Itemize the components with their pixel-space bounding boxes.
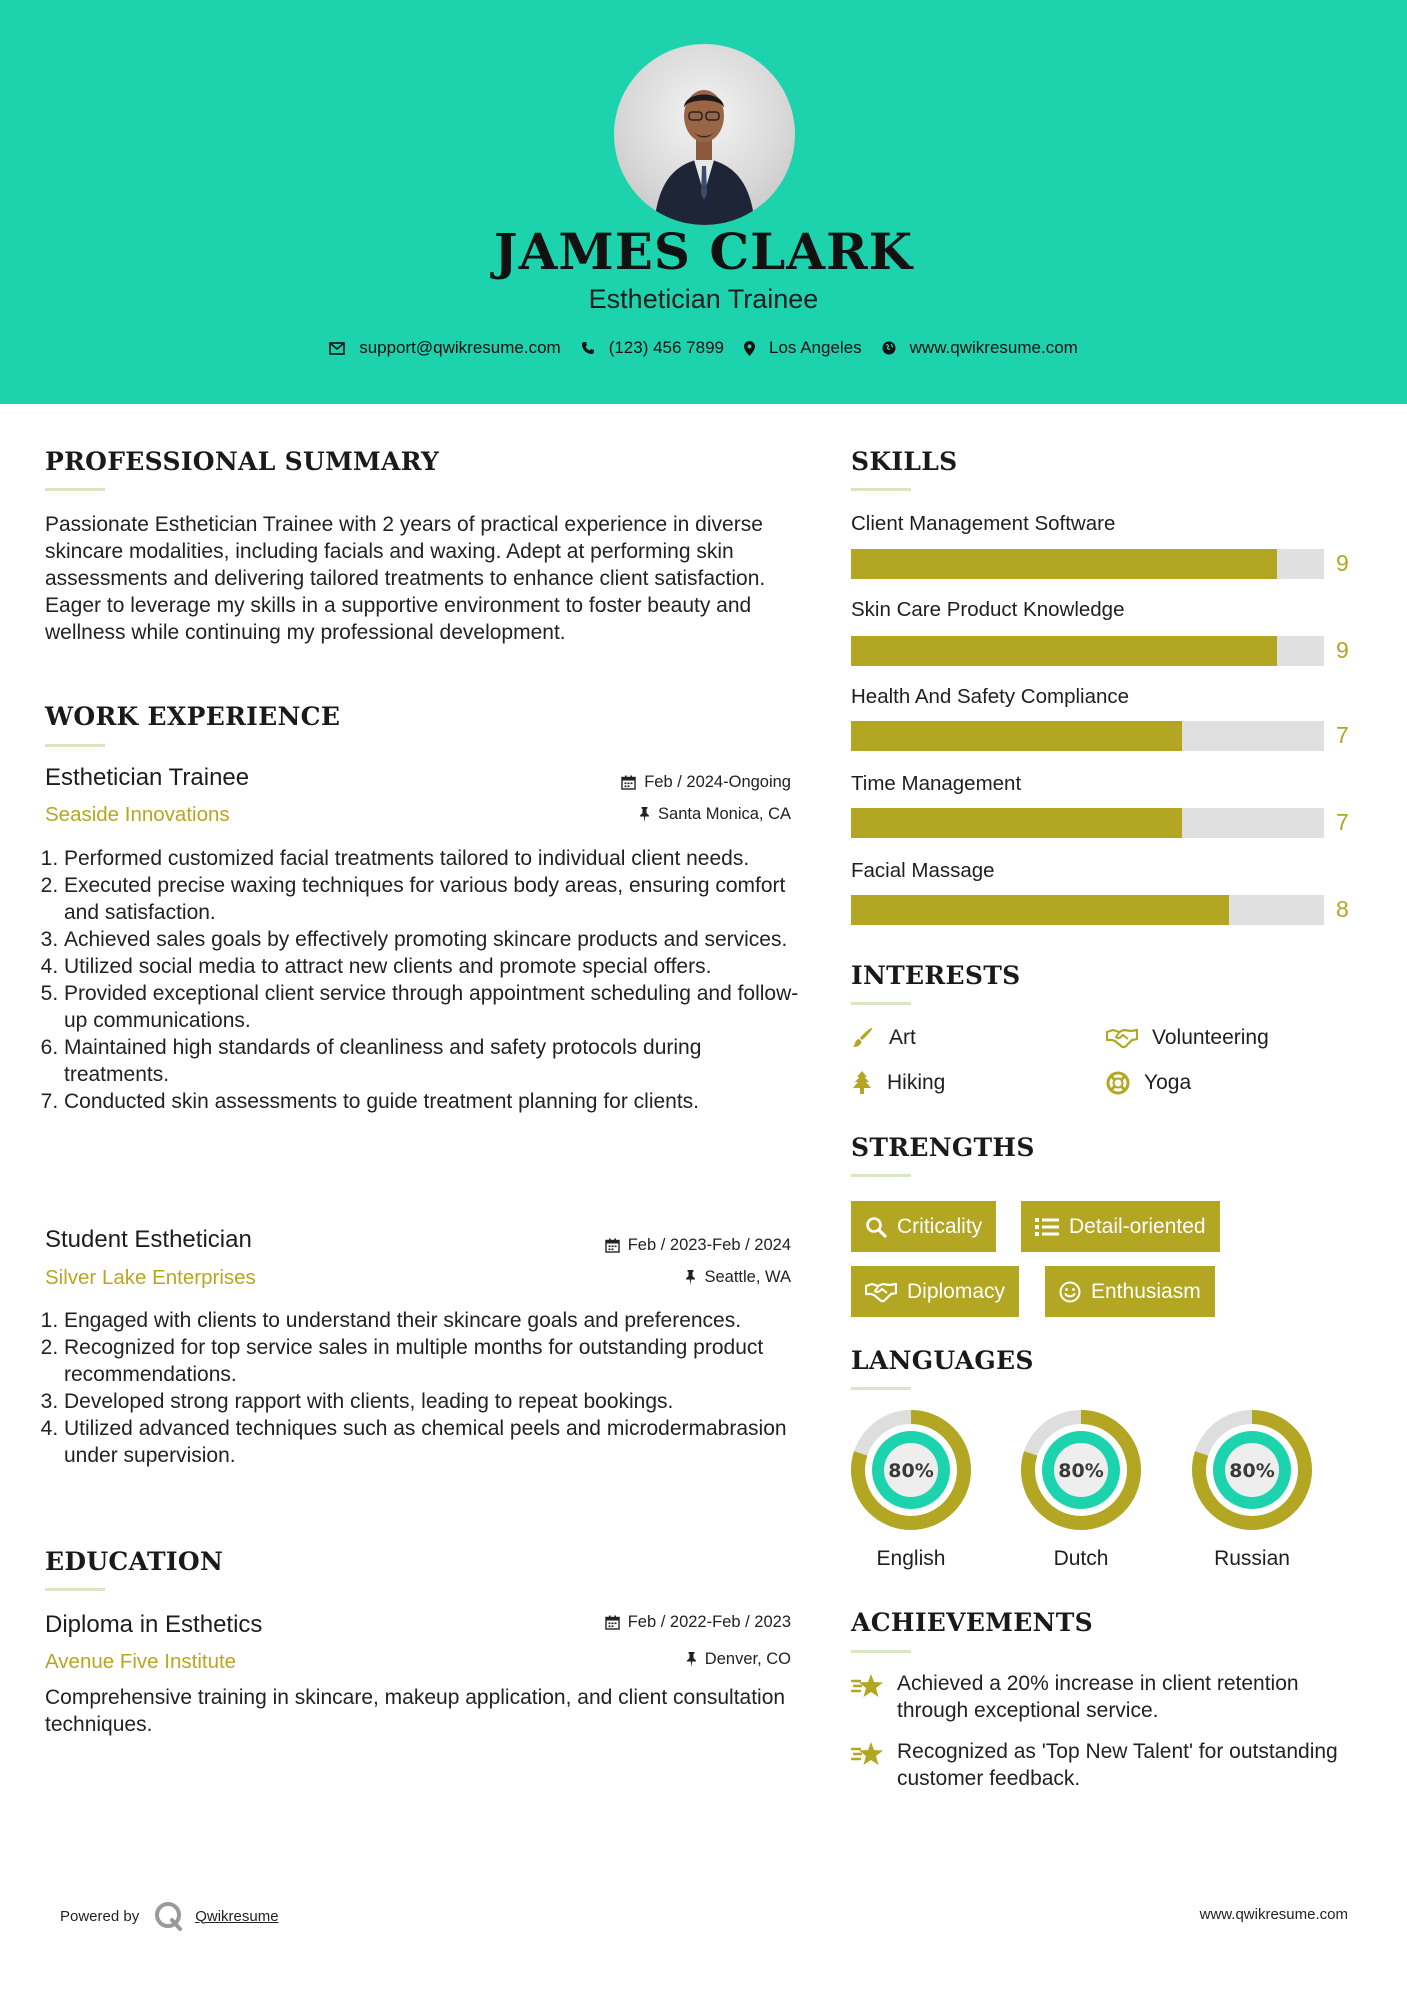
skill-label: Skin Care Product Knowledge xyxy=(851,598,1125,621)
strength-chip xyxy=(851,1201,996,1252)
language-ring-chart xyxy=(1192,1410,1312,1530)
list-item: 2. Recognized for top service sales in multiple months for outstanding product recommendations. xyxy=(64,1334,806,1388)
skill-score: 7 xyxy=(1336,722,1349,748)
ring-percent: 80% xyxy=(888,1460,934,1482)
experience-heading: WORK EXPERIENCE xyxy=(45,702,341,731)
list-item: 5. Provided exceptional client service through appointment scheduling and follow-up communications. xyxy=(64,980,806,1034)
job-location-text: Seattle, WA xyxy=(704,1268,791,1286)
skill-score: 8 xyxy=(1336,896,1349,922)
interests-heading: INTERESTS xyxy=(851,961,1021,990)
profile-photo xyxy=(614,44,795,225)
language-ring-chart xyxy=(851,1410,971,1530)
list-item: 2. Executed precise waxing techniques for various body areas, ensuring comfort and satisfaction. xyxy=(64,872,806,926)
phone-icon xyxy=(581,341,595,355)
languages-heading: LANGUAGES xyxy=(851,1346,1034,1375)
degree-title: Diploma in Esthetics xyxy=(45,1611,263,1638)
contact-website[interactable] xyxy=(882,338,1078,358)
calendar-icon xyxy=(621,775,636,790)
list-item: 3. Developed strong rapport with clients, leading to repeat bookings. xyxy=(64,1388,806,1415)
ring-percent: 80% xyxy=(1058,1460,1104,1482)
footer-powered-by xyxy=(60,1900,279,1932)
language-ring-chart xyxy=(1021,1410,1141,1530)
skills-underline xyxy=(851,488,911,491)
summary-heading: PROFESSIONAL SUMMARY xyxy=(45,447,440,476)
list-item: 3. Achieved sales goals by effectively promoting skincare products and services. xyxy=(64,926,806,953)
language-ring xyxy=(1021,1410,1141,1570)
footer-website[interactable]: www.qwikresume.com xyxy=(1199,1906,1348,1923)
job-bullets xyxy=(36,1307,806,1469)
interest-item xyxy=(851,1071,945,1095)
skill-score: 9 xyxy=(1336,637,1349,663)
skill-label: Time Management xyxy=(851,772,1022,795)
language-ring xyxy=(851,1410,971,1570)
strength-label: Diplomacy xyxy=(907,1279,1006,1303)
interest-item xyxy=(1106,1071,1191,1095)
job-location-text: Santa Monica, CA xyxy=(658,805,791,823)
job-bullets xyxy=(36,845,806,1115)
skill-label: Health And Safety Compliance xyxy=(851,685,1130,708)
achievements-underline xyxy=(851,1650,911,1653)
list-icon xyxy=(1035,1217,1059,1237)
list-item: 1. Performed customized facial treatments tailored to individual client needs. xyxy=(64,845,806,872)
qwikresume-link[interactable]: Qwikresume xyxy=(195,1907,279,1925)
strength-chip xyxy=(851,1266,1019,1317)
trophy-star-icon xyxy=(851,1740,885,1768)
contact-website-text: www.qwikresume.com xyxy=(909,338,1078,357)
handshake-icon xyxy=(1106,1027,1138,1049)
achievements-heading: ACHIEVEMENTS xyxy=(851,1608,1093,1637)
education-heading: EDUCATION xyxy=(45,1547,224,1576)
trophy-star-icon xyxy=(851,1672,885,1700)
strengths-heading: STRENGTHS xyxy=(851,1133,1035,1162)
contact-location-text: Los Angeles xyxy=(769,338,862,357)
pushpin-icon xyxy=(639,807,650,822)
strength-label: Enthusiasm xyxy=(1091,1279,1201,1303)
globe-icon xyxy=(882,341,896,355)
summary-underline xyxy=(45,488,105,491)
contact-phone-text: (123) 456 7899 xyxy=(608,338,725,357)
job-company: Seaside Innovations xyxy=(45,803,230,826)
candidate-name: JAMES CLARK xyxy=(493,222,914,281)
list-item: 6. Maintained high standards of cleanliness and safety protocols during treatments. xyxy=(64,1034,806,1088)
list-item: 7. Conducted skin assessments to guide treatment planning for clients. xyxy=(64,1088,806,1115)
calendar-icon xyxy=(605,1615,620,1630)
skill-bar-fill xyxy=(851,895,1229,925)
skill-bar-fill xyxy=(851,721,1182,751)
school-name: Avenue Five Institute xyxy=(45,1650,237,1673)
interest-label: Volunteering xyxy=(1152,1026,1269,1049)
contact-location xyxy=(744,338,862,358)
list-item: 4. Utilized social media to attract new clients and promote special offers. xyxy=(64,953,806,980)
smile-icon xyxy=(1059,1281,1081,1303)
qwikresume-logo-icon xyxy=(153,1900,185,1932)
person-silhouette-icon xyxy=(614,44,795,225)
resume-header xyxy=(0,0,1407,404)
contact-email-text: support@qwikresume.com xyxy=(359,338,561,357)
skill-bar-fill xyxy=(851,636,1277,666)
strengths-underline xyxy=(851,1174,911,1177)
skill-label: Client Management Software xyxy=(851,512,1116,535)
interest-label: Art xyxy=(889,1026,916,1049)
skill-bar-fill xyxy=(851,808,1182,838)
education-text: Comprehensive training in skincare, makeup application, and client consultation techniques. xyxy=(45,1686,786,1736)
job-title: Esthetician Trainee xyxy=(45,764,250,791)
job-location xyxy=(500,805,791,824)
language-name: Russian xyxy=(1214,1547,1290,1570)
skill-score: 9 xyxy=(1336,550,1349,576)
job-dates xyxy=(500,1236,791,1255)
education-dates xyxy=(500,1613,791,1632)
ring-percent: 80% xyxy=(1229,1460,1275,1482)
interest-item xyxy=(1106,1026,1269,1050)
powered-by-text: Powered by xyxy=(60,1907,140,1925)
education-location-text: Denver, CO xyxy=(704,1650,791,1668)
interest-label: Yoga xyxy=(1144,1071,1192,1094)
languages-underline xyxy=(851,1387,911,1390)
contact-phone[interactable] xyxy=(581,338,724,358)
language-name: Dutch xyxy=(1053,1547,1109,1570)
interest-label: Hiking xyxy=(887,1071,946,1094)
calendar-icon xyxy=(605,1238,620,1253)
job-dates-text: Feb / 2024-Ongoing xyxy=(644,773,791,791)
achievement-item xyxy=(851,1738,1371,1792)
skill-bar xyxy=(851,721,1324,751)
pushpin-icon xyxy=(686,1652,697,1667)
strength-chip xyxy=(1021,1201,1220,1252)
skill-bar xyxy=(851,549,1324,579)
paintbrush-icon xyxy=(851,1026,875,1050)
contact-bar xyxy=(0,338,1407,358)
pushpin-icon xyxy=(685,1270,696,1285)
job-location xyxy=(500,1268,791,1287)
language-ring xyxy=(1192,1410,1312,1570)
contact-email[interactable] xyxy=(329,338,561,358)
achievement-text: Recognized as 'Top New Talent' for outstanding customer feedback. xyxy=(897,1740,1338,1790)
search-icon xyxy=(865,1216,887,1238)
skills-heading: SKILLS xyxy=(851,447,958,476)
language-name: English xyxy=(876,1547,946,1570)
job-dates xyxy=(500,773,791,792)
skill-score: 7 xyxy=(1336,809,1349,835)
skill-bar xyxy=(851,808,1324,838)
strength-label: Detail-oriented xyxy=(1069,1214,1206,1238)
list-item: 1. Engaged with clients to understand their skincare goals and preferences. xyxy=(64,1307,806,1334)
skill-label: Facial Massage xyxy=(851,859,995,882)
map-marker-icon xyxy=(744,341,755,356)
skill-bar-fill xyxy=(851,549,1277,579)
education-location xyxy=(500,1650,791,1669)
lifering-icon xyxy=(1106,1071,1130,1095)
skill-bar xyxy=(851,895,1324,925)
skill-bar xyxy=(851,636,1324,666)
list-item: 4. Utilized advanced techniques such as chemical peels and microdermabrasion under supervision. xyxy=(64,1415,806,1469)
job-company: Silver Lake Enterprises xyxy=(45,1266,256,1289)
achievement-text: Achieved a 20% increase in client retention through exceptional service. xyxy=(897,1672,1299,1722)
handshake-icon xyxy=(865,1281,897,1303)
job-title: Student Esthetician xyxy=(45,1226,252,1253)
tree-icon xyxy=(851,1071,873,1095)
interest-item xyxy=(851,1026,916,1050)
experience-underline xyxy=(45,744,105,747)
job-dates-text: Feb / 2023-Feb / 2024 xyxy=(627,1236,791,1254)
strength-chip xyxy=(1045,1266,1215,1317)
envelope-icon xyxy=(329,342,345,355)
education-dates-text: Feb / 2022-Feb / 2023 xyxy=(627,1613,791,1631)
summary-text: Passionate Esthetician Trainee with 2 years of practical experience in diverse skincare modalities, including facials and waxing. Adept at performing skin assessments and delivering tailored treatments to enhance client satisfaction. Eager to leverage my skills in a supportive environment to foster beauty and wellness while continuing my professional development. xyxy=(45,513,766,644)
interests-underline xyxy=(851,1002,911,1005)
strength-label: Criticality xyxy=(897,1214,983,1238)
achievement-item xyxy=(851,1670,1371,1724)
education-underline xyxy=(45,1588,105,1591)
candidate-title: Esthetician Trainee xyxy=(588,284,819,314)
